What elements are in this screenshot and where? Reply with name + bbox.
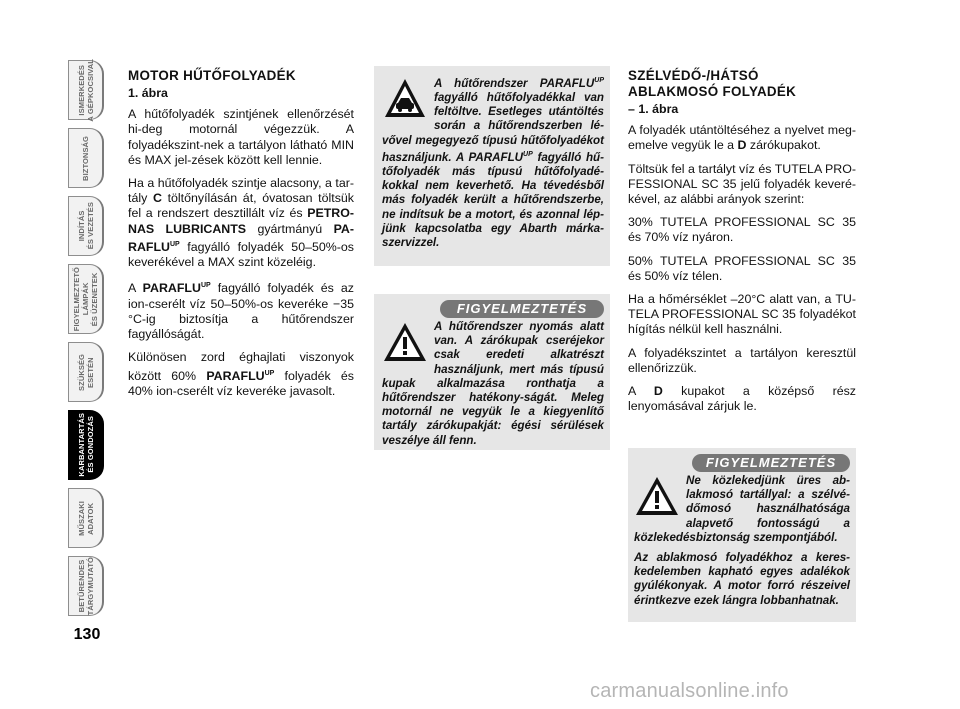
tab-figyelmezteto[interactable]: FIGYELMEZTETŐ LÁMPÁK ÉS ÜZENETEK bbox=[68, 264, 104, 334]
paragraph: A D kupakot a középső rész lenyomásával zárjuk le. bbox=[628, 384, 856, 414]
section-title-line2: ABLAKMOSÓ FOLYADÉK bbox=[628, 84, 797, 99]
warning-text: A hűtőrendszer nyomás alatt van. A zárókupak cseréjekor csak eredeti alkatrészt használjunk, mert más típusú kupak alkalmazása ronthatja a hűtőrendszer hatékony-ságát. Meleg motornál ne vegyük le a kiegyenlítő tartály zárókupakját: égési sérülések veszélye áll fenn. bbox=[382, 320, 604, 447]
tab-karbantartas[interactable]: KARBANTARTÁS ÉS GONDOZÁS bbox=[68, 410, 104, 480]
warning-text: Az ablakmosó folyadékhoz a keres-kedelemben kapható egyes adalékok gyúlékonyak. A motor forró részeivel érintkezve ezek lángra lobbanhatnak. bbox=[634, 551, 850, 607]
paragraph: A hűtőfolyadék szintjének ellenőrzését hi-deg motornál végezzük. A folyadékszint-nek a tartályon látható MIN és MAX jel-zések között kell lennie. bbox=[128, 107, 354, 167]
section-title: SZÉLVÉDŐ-/HÁTSÓ bbox=[628, 68, 759, 83]
paragraph: Ha a hőmérséklet –20°C alatt van, a TU-TELA PROFESSIONAL SC 35 folyadékot hígítás nélkül kell használni. bbox=[628, 292, 856, 337]
note-text: A hűtőrendszer $PARAFLU^{UP}$ fagyálló hűtőfolyadékkal van feltöltve. Esetleges utántöltés során a hűtőrendszerben lé-vővel megegyező típusú hűtőfolyadékot használjunk. A $PARAFLU^{UP}$ fagyálló hű-tőfolyadék más típusú hűtőfolyadé-kokkal nem keverhető. Ha tévedésből más folyadék került a hűtőrendszerbe, ne indítsuk be a motort, és azonnal lép-jünk kapcsolatba egy Abarth márka-szervizzel. bbox=[382, 76, 605, 249]
warning-triangle-icon bbox=[634, 474, 680, 518]
paragraph: Ha a hűtőfolyadék szintje alacsony, a tar-tály C töltőnyílásán át, óvatosan töltsük fel a rendszert desztillált víz és PETRO-NAS LUBRICANTS gyártmányú $PA-RAFLU^{UP}$ fagyálló folyadék 50–50%-os keverékével a MAX szint közeléig. bbox=[128, 176, 354, 270]
paragraph: Különösen zord éghajlati viszonyok között 60% $PARAFLU^{UP}$ folyadék és 40% ion-cserélt víz keveréke javasolt. bbox=[128, 350, 355, 398]
warning-header: FIGYELMEZTETÉS bbox=[692, 454, 850, 472]
car-warning-icon bbox=[382, 74, 428, 124]
washer-section bbox=[628, 68, 856, 422]
paragraph: A folyadékszintet a tartályon keresztül ellenőrizzük. bbox=[628, 345, 856, 375]
note-box bbox=[374, 66, 610, 266]
figure-ref: 1. ábra bbox=[128, 86, 168, 100]
figure-ref: – 1. ábra bbox=[628, 102, 679, 116]
watermark: carmanualsonline.info bbox=[590, 680, 789, 702]
coolant-section bbox=[128, 68, 354, 407]
paragraph: 30% TUTELA PROFESSIONAL SC 35 és 70% víz nyáron. bbox=[628, 215, 856, 245]
page-number: 130 bbox=[73, 626, 101, 643]
tab-biztonsag[interactable]: BIZTONSÁG bbox=[68, 128, 104, 188]
warning-header: FIGYELMEZTETÉS bbox=[440, 300, 604, 318]
warning-triangle-icon bbox=[382, 320, 428, 364]
section-title: MOTOR HŰTŐFOLYADÉK bbox=[128, 68, 296, 83]
paragraph: A $PARAFLU^{UP}$ fagyálló folyadék és az ion-cserélt víz 50–50%-os keveréke −35 °C-ig biztosítja a hűtőrendszer fagyállóságát. bbox=[128, 281, 354, 342]
paragraph: 50% TUTELA PROFESSIONAL SC 35 és 50% víz télen. bbox=[628, 253, 856, 283]
tab-muszaki[interactable]: MŰSZAKI ADATOK bbox=[68, 488, 104, 548]
paragraph: Töltsük fel a tartályt víz és TUTELA PRO-FESSIONAL SC 35 jelű folyadék keveré-kével, az alábbi arányok szerint: bbox=[628, 161, 856, 207]
warning-box-pressure bbox=[374, 294, 610, 450]
tab-szukseg[interactable]: SZÜKSÉG ESETÉN bbox=[68, 342, 104, 402]
tab-ismerkedes[interactable]: ISMERKEDÉS A GÉPKOCSIVAL bbox=[68, 60, 104, 120]
paragraph: A folyadék utántöltéséhez a nyelvet meg-emelve vegyük le a D zárókupakot. bbox=[628, 123, 856, 153]
warning-text: Ne közlekedjünk üres ab-lakmosó tartállyal: a szélvé-dőmosó használhatósága alapvető fontosságú a közlekedésbiztonság szempontjából. bbox=[634, 474, 850, 544]
warning-box-washer bbox=[628, 448, 856, 622]
tab-inditas[interactable]: INDÍTÁS ÉS VEZETÉS bbox=[68, 196, 104, 256]
tab-betrurendes[interactable]: BETŰRENDES TÁRGYMUTATÓ bbox=[68, 556, 104, 616]
